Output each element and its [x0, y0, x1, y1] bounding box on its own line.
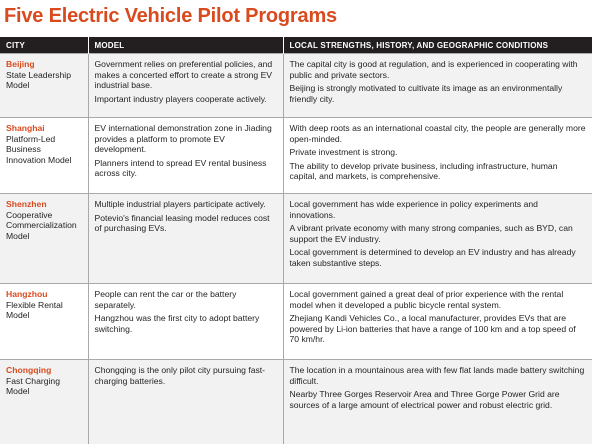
model-text: EV international demonstration zone in Jiading provides a platform to promote EV development.	[94, 123, 272, 154]
model-cell	[88, 284, 283, 360]
model-cell	[88, 54, 283, 118]
conditions-text: Nearby Three Gorges Reservoir Area and Three Gorge Power Grid are sources of a large amount of electrical power and robust electric grid.	[289, 389, 560, 410]
city-name: Beijing	[6, 59, 35, 69]
table-row	[0, 360, 592, 444]
city-model-name: State Leadership Model	[6, 69, 71, 90]
table-row	[0, 194, 592, 284]
header-conditions: LOCAL STRENGTHS, HISTORY, AND GEOGRAPHIC CONDITIONS	[283, 37, 592, 54]
city-name: Hangzhou	[6, 289, 48, 299]
conditions-text: A vibrant private economy with many strong companies, such as BYD, can support the EV industry.	[289, 223, 573, 244]
conditions-text: Zhejiang Kandi Vehicles Co., a local manufacturer, provides EVs that are powered by Li-ion batteries that have a range of 100 km and a top speed of 70 km/hr.	[289, 313, 576, 344]
city-model-name: Flexible Rental Model	[6, 299, 63, 320]
city-name: Shanghai	[6, 123, 45, 133]
conditions-cell	[283, 284, 592, 360]
model-text: Important industry players cooperate actively.	[94, 93, 267, 104]
model-text: Planners intend to spread EV rental business across city.	[94, 157, 267, 178]
table-row	[0, 118, 592, 194]
table-row	[0, 284, 592, 360]
table-header-row	[0, 37, 592, 54]
model-cell	[88, 360, 283, 444]
city-name: Shenzhen	[6, 199, 47, 209]
model-text: Multiple industrial players participate actively.	[94, 199, 266, 209]
model-text: People can rent the car or the battery separately.	[94, 289, 237, 310]
conditions-cell	[283, 194, 592, 284]
conditions-text: Local government is determined to develop an EV industry and has already taken substantive steps.	[289, 247, 576, 268]
city-cell	[0, 284, 88, 360]
conditions-text: The capital city is good at regulation, and is experienced in cooperating with public and private sectors.	[289, 59, 578, 80]
model-text: Government relies on preferential policies, and makes a concerted effort to create a strong EV industrial base.	[94, 59, 273, 90]
city-cell	[0, 54, 88, 118]
model-text: Potevio's financial leasing model reduces cost of purchasing EVs.	[94, 212, 270, 233]
city-name: Chongqing	[6, 365, 52, 375]
conditions-text: With deep roots as an international coastal city, the people are generally more open-minded.	[289, 123, 586, 144]
model-cell	[88, 194, 283, 284]
conditions-text: Local government gained a great deal of prior experience with the rental model when it developed a public bicycle rental system.	[289, 289, 564, 310]
model-cell	[88, 118, 283, 194]
page-title: Five Electric Vehicle Pilot Programs	[4, 5, 337, 27]
city-cell	[0, 360, 88, 444]
table-row	[0, 54, 592, 118]
conditions-text: The location in a mountainous area with few flat lands made battery switching difficult.	[289, 365, 585, 386]
model-text: Hangzhou was the first city to adopt battery switching.	[94, 313, 260, 334]
header-model: MODEL	[88, 37, 283, 54]
conditions-text: Beijing is strongly motivated to cultivate its image as an environmentally friendly city.	[289, 83, 563, 104]
pilot-programs-table	[0, 37, 592, 444]
model-text: Chongqing is the only pilot city pursuing fast-charging batteries.	[94, 365, 266, 386]
conditions-cell	[283, 118, 592, 194]
city-cell	[0, 118, 88, 194]
conditions-cell	[283, 54, 592, 118]
conditions-text: The ability to develop private business, including infrastructure, human capital, and markets, is comprehensive.	[289, 160, 558, 181]
city-model-name: Cooperative Commercialization Model	[6, 209, 77, 241]
conditions-cell	[283, 360, 592, 444]
header-city: CITY	[0, 37, 88, 54]
city-model-name: Platform-Led Business Innovation Model	[6, 133, 72, 165]
conditions-text: Local government has wide experience in policy experiments and innovations.	[289, 199, 538, 220]
city-cell	[0, 194, 88, 284]
conditions-text: Private investment is strong.	[289, 147, 398, 157]
city-model-name: Fast Charging Model	[6, 375, 60, 396]
